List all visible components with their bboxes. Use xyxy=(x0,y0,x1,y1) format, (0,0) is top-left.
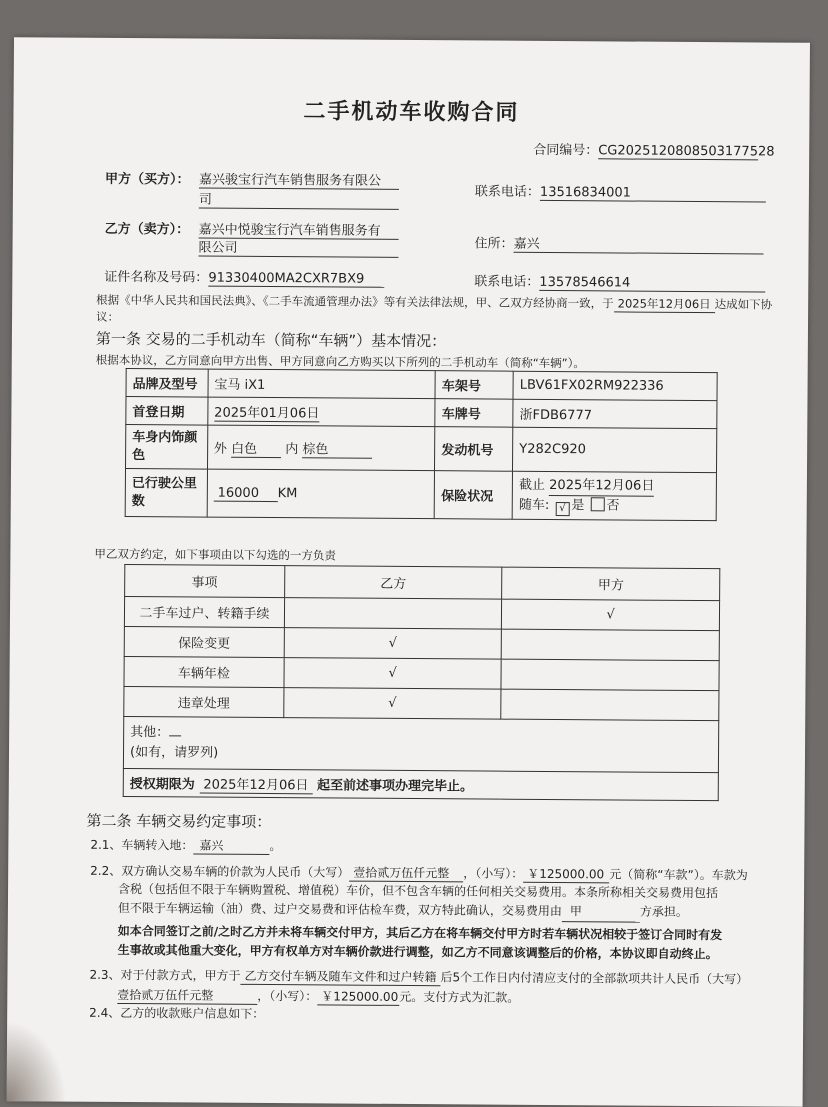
engine-label: 发动机号 xyxy=(435,427,513,472)
price-uppercase: 壹拾贰万伍仟元整 xyxy=(349,864,463,883)
first-reg-label: 首登日期 xyxy=(126,397,208,426)
vin-value: LBV61FX02RM922336 xyxy=(513,371,717,400)
contract-paper xyxy=(7,37,810,1107)
insurance-value: 截止 2025年12月06日 随车: √ 是 否 xyxy=(512,471,716,520)
article1-desc: 根据本协议，乙方同意向甲方出售、甲方同意向乙方购买以下所列的二手机动车（简称“车辆”）。 xyxy=(95,352,585,371)
payment-condition: 乙方交付车辆及随车文件和过户转籍 xyxy=(240,967,440,986)
intro-line1: 根据《中华人民共和国民法典》、《二手车流通管理办法》等有关法律法规，甲、乙双方经协商一致，于 2025年12月06日 达成如下协 xyxy=(96,292,773,312)
id-document-value: 91330400MA2CXR7BX9 xyxy=(208,271,384,288)
intro-line2: 议： xyxy=(96,309,120,324)
plate-value: 浙FDB6777 xyxy=(513,399,717,428)
contract-number xyxy=(533,139,775,161)
table-row xyxy=(125,469,716,521)
table-row: 车辆年检 √ xyxy=(124,657,719,691)
yes-checkbox[interactable]: √ xyxy=(555,502,569,516)
article2-heading: 第二条 车辆交易约定事项： xyxy=(86,811,272,832)
table-row xyxy=(126,397,717,429)
party-a-phone-value: 13516834001 xyxy=(540,185,766,203)
table-row xyxy=(126,425,717,473)
transfer-city: 嘉兴 xyxy=(193,836,269,855)
party-a-phone xyxy=(475,180,766,202)
party-a-label: 甲方（买方）： xyxy=(104,171,190,188)
party-b-phone xyxy=(474,270,765,292)
no-checkbox[interactable] xyxy=(591,497,605,511)
party-a-phone-label: 联系电话： xyxy=(474,184,541,200)
agreement-date: 2025年12月06日 xyxy=(614,295,715,313)
first-reg-value: 2025年01月06日 xyxy=(208,397,436,427)
deadline-cell: 授权期限为 2025年12月06日 起至前述事项办理完毕止。 xyxy=(123,769,718,801)
clause-2-3-line1: 2.3、对于付款方式，甲方于 乙方交付车辆及随车文件和过户转籍 后5个工作日内付清应支付的全部款项共计人民币（大写） xyxy=(89,967,749,987)
color-value: 外 白色 内 棕色 xyxy=(207,425,435,471)
duties-table xyxy=(123,564,721,801)
id-document-label: 证件名称及号码： xyxy=(104,269,209,286)
header-item: 事项 xyxy=(125,565,285,598)
table-row xyxy=(126,369,717,401)
party-b-address xyxy=(475,232,764,254)
party-b-address-label: 住所： xyxy=(474,236,514,252)
contract-number-value: CG2025120808503177528 xyxy=(598,143,775,160)
article1-heading: 第一条 交易的二手机动车（简称“车辆”）基本情况： xyxy=(95,329,447,351)
other-cell: 其他： (如有，请罗列) xyxy=(123,717,718,773)
payment-lowercase: ￥125000.00 xyxy=(317,987,399,1006)
interior-color: 棕色 xyxy=(302,438,372,458)
party-b-name-line1: 嘉兴中悦骏宝行汽车销售服务有 xyxy=(199,219,399,240)
adjustment-clause: 如本合同签订之前/之时乙方并未将车辆交付甲方，其后乙方在将车辆交付甲方时若车辆状况相较于签订合同时有发生事故或其他重大变化，甲方有权单方对车辆价款进行调整，如乙方不同意该调整后的价格，本协议即自动终止。 xyxy=(117,923,723,962)
table-row xyxy=(123,717,718,773)
mileage-value: 16000 KM xyxy=(207,469,435,519)
brand-label: 品牌及型号 xyxy=(126,369,208,398)
table-row: 保险变更 √ xyxy=(124,627,719,661)
table-row xyxy=(123,769,718,801)
header-party-a: 甲方 xyxy=(502,567,720,601)
clause-2-2-body: 含税（包括但不限于车辆购置税、增值税）车价，但不包含车辆的任何相关交易费用。本条所称相关交易费用包括但不限于车辆运输（油）费、过户交易费和评估检车费，双方特此确认，交易费用由 甲 方承担。 xyxy=(118,880,726,923)
plate-label: 车牌号 xyxy=(435,399,513,428)
table-row: 二手车过户、转籍手续 √ xyxy=(124,597,719,631)
party-b-address-value: 嘉兴 xyxy=(514,233,764,255)
id-document xyxy=(104,266,384,288)
table-row xyxy=(125,565,720,601)
party-b-phone-value: 13578546614 xyxy=(539,275,765,293)
insurance-date: 2025年12月06日 xyxy=(549,475,654,496)
engine-value: Y282C920 xyxy=(513,427,717,472)
party-b-name-line2: 限公司 xyxy=(198,237,398,258)
color-label: 车身内饰颜 色 xyxy=(126,425,208,470)
party-a-name-line1: 嘉兴骏宝行汽车销售服务有限公 xyxy=(199,169,399,190)
deadline-date: 2025年12月06日 xyxy=(199,773,312,794)
payment-uppercase: 壹拾贰万伍仟元整 xyxy=(117,986,257,1005)
price-lowercase: ￥125000.00 xyxy=(523,865,609,884)
header-party-b: 乙方 xyxy=(284,566,502,600)
mileage-label: 已行驶公里 数 xyxy=(125,469,207,518)
vehicle-info-table xyxy=(125,368,718,521)
insurance-label: 保险状况 xyxy=(434,471,512,520)
clause-2-2-line1: 2.2、双方确认交易车辆的价款为人民币（大写） 壹拾贰万伍仟元整 ，（小写）： ￥125000.00 元（简称“车款”）。车款为 xyxy=(90,863,748,883)
exterior-color: 白色 xyxy=(231,437,281,457)
table-row: 违章处理 √ xyxy=(124,687,719,721)
agreement-note: 甲乙双方约定，如下事项由以下勾选的一方负责 xyxy=(94,546,336,563)
document-title: 二手机动车收购合同 xyxy=(303,99,520,126)
clause-2-4: 2.4、乙方的收款账户信息如下： xyxy=(89,1005,265,1021)
fee-payer: 甲 xyxy=(562,902,640,923)
finger-shadow xyxy=(7,1021,68,1101)
clause-2-3-line2: 壹拾贰万伍仟元整 ，（小写）： ￥125000.00元。支付方式为汇款。 xyxy=(117,987,520,1005)
party-b-label: 乙方（卖方）： xyxy=(104,221,190,238)
vin-label: 车架号 xyxy=(435,371,513,400)
brand-value: 宝马 iX1 xyxy=(208,369,436,399)
clause-2-1: 2.1、车辆转入地： 嘉兴 。 xyxy=(90,837,282,854)
party-a-name-line2: 司 xyxy=(199,189,399,210)
contract-number-label: 合同编号： xyxy=(533,142,599,159)
party-b-phone-label: 联系电话： xyxy=(474,274,540,290)
